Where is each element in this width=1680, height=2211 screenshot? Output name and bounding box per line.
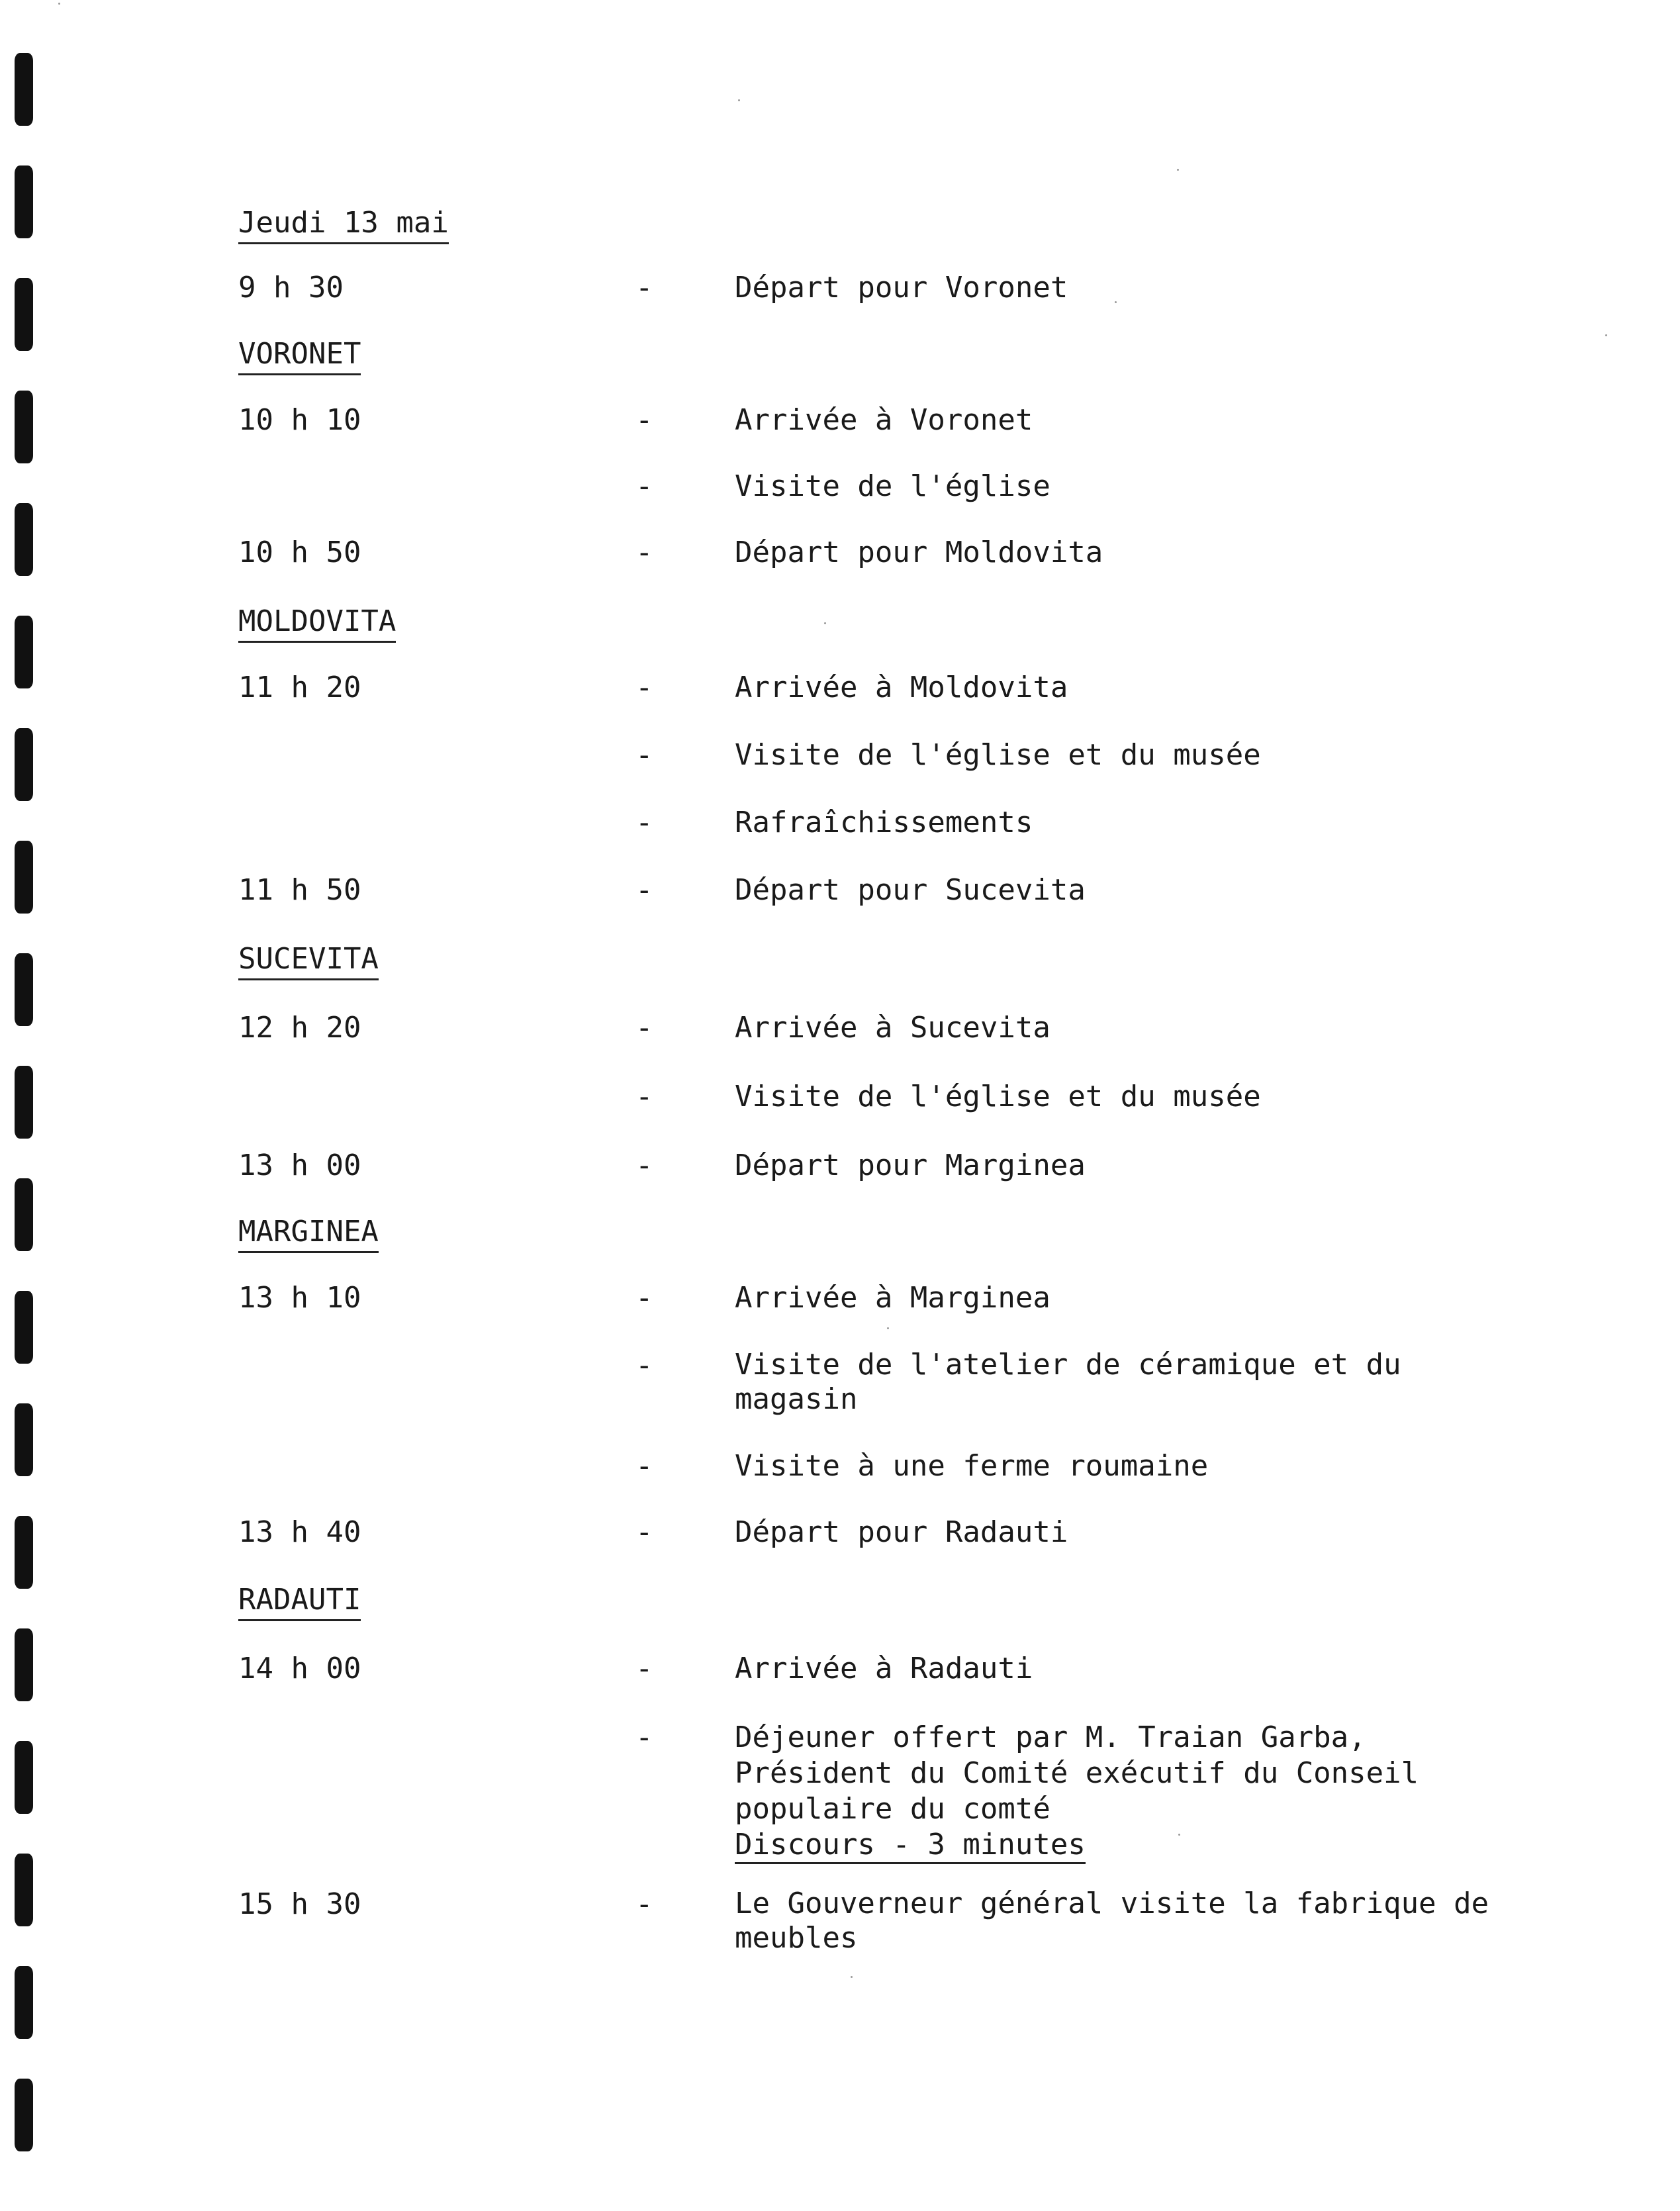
punch-hole-mark bbox=[15, 841, 33, 914]
day-heading: Jeudi 13 mai bbox=[238, 205, 449, 244]
itinerary-row bbox=[238, 1348, 1562, 1422]
row-dash: - bbox=[635, 1080, 653, 1113]
row-text: Visite de l'atelier de céramique et du magasin bbox=[735, 1348, 1401, 1416]
row-dash: - bbox=[635, 806, 653, 839]
punch-hole-mark bbox=[15, 1066, 33, 1139]
punch-hole-mark bbox=[15, 503, 33, 576]
itinerary-row bbox=[238, 270, 1562, 310]
row-text: Rafraîchissements bbox=[735, 806, 1033, 839]
itinerary-row bbox=[238, 1887, 1562, 1961]
scan-speck bbox=[58, 3, 60, 5]
row-dash: - bbox=[635, 1887, 653, 1921]
row-time: 14 h 00 bbox=[238, 1652, 361, 1685]
itinerary-row bbox=[238, 535, 1562, 575]
punch-hole-mark bbox=[15, 728, 33, 801]
scan-speck bbox=[887, 1327, 889, 1329]
itinerary-row bbox=[238, 1720, 1562, 1865]
itinerary-row bbox=[238, 805, 1562, 845]
punch-hole-mark bbox=[15, 1516, 33, 1589]
itinerary-row bbox=[238, 737, 1562, 777]
row-text: Départ pour Sucevita bbox=[735, 873, 1086, 907]
row-dash: - bbox=[635, 1149, 653, 1182]
itinerary-row bbox=[238, 1448, 1562, 1488]
punch-hole-mark bbox=[15, 1966, 33, 2039]
row-time: 10 h 10 bbox=[238, 403, 361, 437]
itinerary-row bbox=[238, 1651, 1562, 1691]
row-text: Départ pour Marginea bbox=[735, 1149, 1086, 1182]
row-dash: - bbox=[635, 873, 653, 907]
row-dash: - bbox=[635, 271, 653, 305]
punch-hole-mark bbox=[15, 616, 33, 688]
punch-hole-mark bbox=[15, 1291, 33, 1364]
itinerary-row bbox=[238, 1079, 1562, 1119]
punch-hole-mark bbox=[15, 1854, 33, 1926]
row-text: Visite de l'église et du musée bbox=[735, 1080, 1261, 1113]
row-text: Départ pour Moldovita bbox=[735, 536, 1103, 569]
section-heading-moldovita: MOLDOVITA bbox=[238, 604, 396, 643]
row-text: Arrivée à Radauti bbox=[735, 1652, 1033, 1685]
row-time: 13 h 40 bbox=[238, 1515, 361, 1549]
row-time: 13 h 10 bbox=[238, 1281, 361, 1315]
itinerary-row bbox=[238, 872, 1562, 912]
row-dash: - bbox=[635, 738, 653, 772]
section-heading-radauti: RADAUTI bbox=[238, 1582, 361, 1621]
row-dash: - bbox=[635, 1281, 653, 1315]
section-heading-sucevita: SUCEVITA bbox=[238, 941, 379, 980]
speech-note: Discours - 3 minutes bbox=[735, 1828, 1086, 1864]
scan-speck bbox=[851, 1976, 853, 1978]
punch-hole-mark bbox=[15, 1628, 33, 1701]
itinerary-row bbox=[238, 469, 1562, 508]
itinerary-row bbox=[238, 402, 1562, 442]
row-dash: - bbox=[635, 1652, 653, 1685]
scan-speck bbox=[824, 622, 826, 624]
section-heading-voronet: VORONET bbox=[238, 336, 361, 375]
scan-speck bbox=[1177, 169, 1179, 171]
punch-hole-mark bbox=[15, 53, 33, 126]
row-text-block bbox=[735, 1720, 1529, 1863]
row-text: Départ pour Voronet bbox=[735, 271, 1068, 305]
row-time: 15 h 30 bbox=[238, 1887, 361, 1921]
punch-hole-mark bbox=[15, 391, 33, 463]
punch-hole-mark bbox=[15, 278, 33, 351]
itinerary-row bbox=[238, 1148, 1562, 1188]
row-dash: - bbox=[635, 536, 653, 569]
row-dash: - bbox=[635, 671, 653, 704]
row-dash: - bbox=[635, 1720, 653, 1754]
row-dash: - bbox=[635, 469, 653, 503]
punch-hole-mark bbox=[15, 165, 33, 238]
row-dash: - bbox=[635, 1348, 653, 1382]
row-time: 10 h 50 bbox=[238, 536, 361, 569]
scan-speck bbox=[738, 99, 740, 101]
section-heading-marginea: MARGINEA bbox=[238, 1214, 379, 1253]
row-dash: - bbox=[635, 403, 653, 437]
row-text: Visite de l'église et du musée bbox=[735, 738, 1261, 772]
row-time: 13 h 00 bbox=[238, 1149, 361, 1182]
row-text: Arrivée à Sucevita bbox=[735, 1011, 1050, 1045]
row-text: Arrivée à Voronet bbox=[735, 403, 1033, 437]
itinerary-row bbox=[238, 1515, 1562, 1554]
row-dash: - bbox=[635, 1515, 653, 1549]
itinerary-row bbox=[238, 1280, 1562, 1320]
row-time: 9 h 30 bbox=[238, 271, 344, 305]
row-time: 11 h 20 bbox=[238, 671, 361, 704]
punch-hole-mark bbox=[15, 1178, 33, 1251]
binder-punch-strip bbox=[15, 53, 34, 2211]
punch-hole-mark bbox=[15, 1403, 33, 1476]
row-text: Arrivée à Moldovita bbox=[735, 671, 1068, 704]
row-text: Visite à une ferme roumaine bbox=[735, 1449, 1209, 1483]
row-text: Le Gouverneur général visite la fabrique de meubles bbox=[735, 1887, 1489, 1955]
row-text: Départ pour Radauti bbox=[735, 1515, 1068, 1549]
scan-speck bbox=[1605, 334, 1607, 336]
punch-hole-mark bbox=[15, 953, 33, 1026]
row-time: 12 h 20 bbox=[238, 1011, 361, 1045]
punch-hole-mark bbox=[15, 1741, 33, 1814]
itinerary-row bbox=[238, 670, 1562, 710]
row-text: Déjeuner offert par M. Traian Garba, Président du Comité exécutif du Conseil populaire du comté bbox=[735, 1720, 1419, 1826]
row-dash: - bbox=[635, 1449, 653, 1483]
row-text: Arrivée à Marginea bbox=[735, 1281, 1050, 1315]
row-time: 11 h 50 bbox=[238, 873, 361, 907]
punch-hole-mark bbox=[15, 2079, 33, 2151]
row-text: Visite de l'église bbox=[735, 469, 1050, 503]
row-dash: - bbox=[635, 1011, 653, 1045]
itinerary-row bbox=[238, 1010, 1562, 1050]
